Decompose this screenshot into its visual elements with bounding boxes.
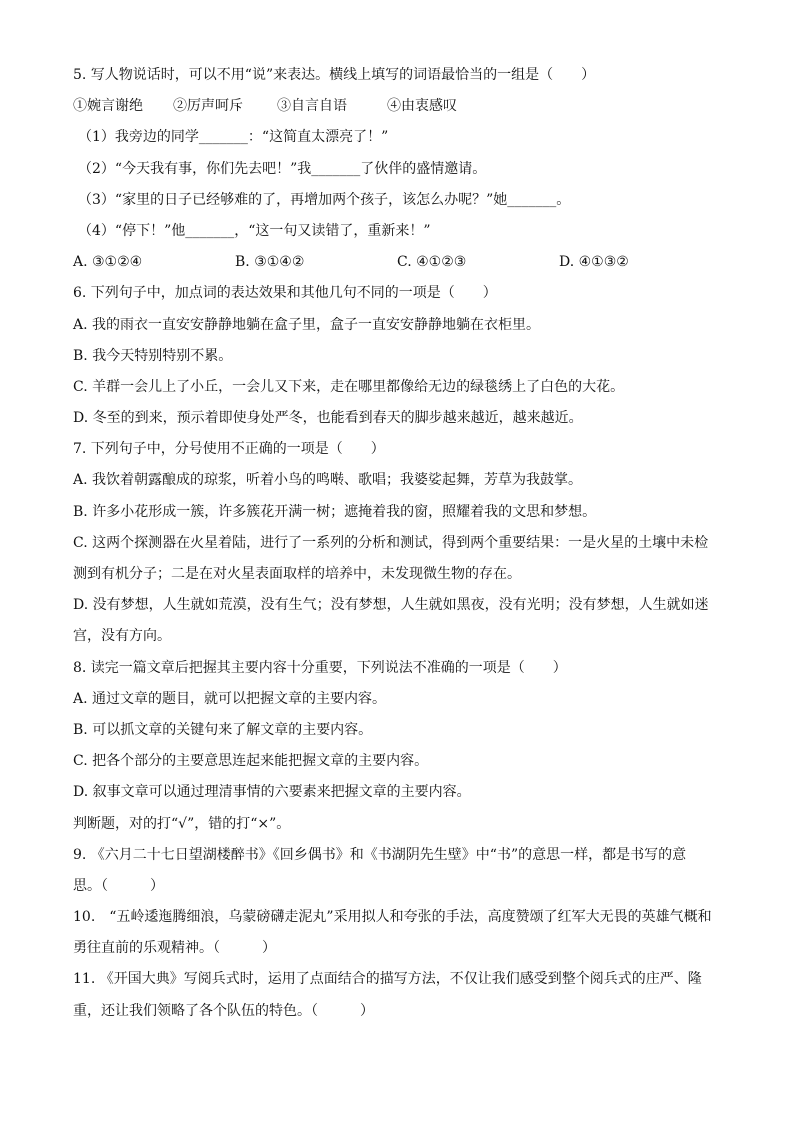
answer-option-c: C. 这两个探测器在火星着陆，进行了一系列的分析和测试，得到两个重要结果：一是火星的土壤中未检 [73,534,709,551]
answer-option-d: D. 叙事文章可以通过理清事情的六要素来把握文章的主要内容。 [73,784,471,801]
question-8-stem: 8. 读完一篇文章后把握其主要内容十分重要，下列说法不准确的一项是（ ） [73,659,567,676]
word-option: ②厉声呵斥 [173,98,243,115]
word-option: ①婉言谢绝 [73,98,143,115]
answer-option-d-continued: 宫，没有方向。 [73,628,171,645]
answer-option-d: D. ④①③② [559,254,629,271]
answer-option-a: A. 我的雨衣一直安安静静地躺在盒子里，盒子一直安安静静地躺在衣柜里。 [73,316,541,333]
question-5-word-bank [73,97,723,115]
question-5-sub-3: （3）“家里的日子已经够难的了，再增加两个孩子，该怎么办呢？”她_______。 [78,191,571,208]
word-option: ④由衷感叹 [387,98,457,115]
answer-option-d: D. 没有梦想，人生就如荒漠，没有生气；没有梦想，人生就如黑夜，没有光明；没有梦想，人生就如迷 [73,597,709,614]
question-7-stem: 7. 下列句子中，分号使用不正确的一项是（ ） [73,441,385,458]
answer-option-a: A. ③①②④ [73,254,143,271]
question-10: 10. “五岭逶迤腾细浪，乌蒙磅礴走泥丸”采用拟人和夸张的手法，高度赞颂了红军大无畏的英雄气概和 [73,909,712,926]
exam-page [73,66,723,1033]
answer-option-c: C. 羊群一会儿上了小丘，一会儿又下来，走在哪里都像给无边的绿毯绣上了白色的大花。 [73,378,625,395]
answer-option-c: C. 把各个部分的主要意思连起来能把握文章的主要内容。 [73,753,429,770]
question-10-continued: 勇往直前的乐观精神。（ ） [73,940,276,957]
answer-option-b: B. 可以抓文章的关键句来了解文章的主要内容。 [73,721,373,738]
answer-option-b: B. 我今天特别特别不累。 [73,347,233,364]
answer-option-a: A. 我饮着朝露酿成的琼浆，听着小鸟的鸣啭、歌唱；我婆娑起舞，芳草为我鼓掌。 [73,472,583,489]
question-5-sub-4: （4）“停下！”他_______，“这一句又读错了，重新来！” [78,222,431,239]
answer-option-d: D. 冬至的到来，预示着即使身处严冬，也能看到春天的脚步越来越近，越来越近。 [73,410,583,427]
question-6-stem: 6. 下列句子中，加点词的表达效果和其他几句不同的一项是（ ） [73,285,497,302]
answer-option-b: B. ③①④② [235,254,305,271]
question-5-stem: 5. 写人物说话时，可以不用“说”来表达。横线上填写的词语最恰当的一组是（ ） [73,67,596,83]
question-5-options [73,253,723,271]
word-option: ③自言自语 [277,98,347,115]
answer-option-b: B. 许多小花形成一簇，许多簇花开满一树；遮掩着我的窗，照耀着我的文思和梦想。 [73,503,597,520]
question-5-sub-1: （1）我旁边的同学_______：“这简直太漂亮了！” [78,129,389,146]
question-9-continued: 思。（ ） [73,877,164,894]
answer-option-c-continued: 测到有机分子；二是在对火星表面取样的培养中，未发现微生物的存在。 [73,566,521,582]
judge-section-header: 判断题，对的打“√”，错的打“×”。 [73,815,291,832]
answer-option-a: A. 通过文章的题目，就可以把握文章的主要内容。 [73,690,387,707]
question-9: 9. 《六月二十七日望湖楼醉书》《回乡偶书》和《书湖阴先生壁》中“书”的意思一样，都是书写的意 [73,846,687,863]
question-11-continued: 重，还让我们领略了各个队伍的特色。（ ） [73,1002,374,1019]
question-5-sub-2: （2）“今天我有事，你们先去吧！”我_______了伙伴的盛情邀请。 [78,160,487,177]
answer-option-c: C. ④①②③ [397,254,467,271]
question-11: 11. 《开国大典》写阅兵式时，运用了点面结合的描写方法，不仅让我们感受到整个阅兵式的庄严、隆 [73,971,702,988]
